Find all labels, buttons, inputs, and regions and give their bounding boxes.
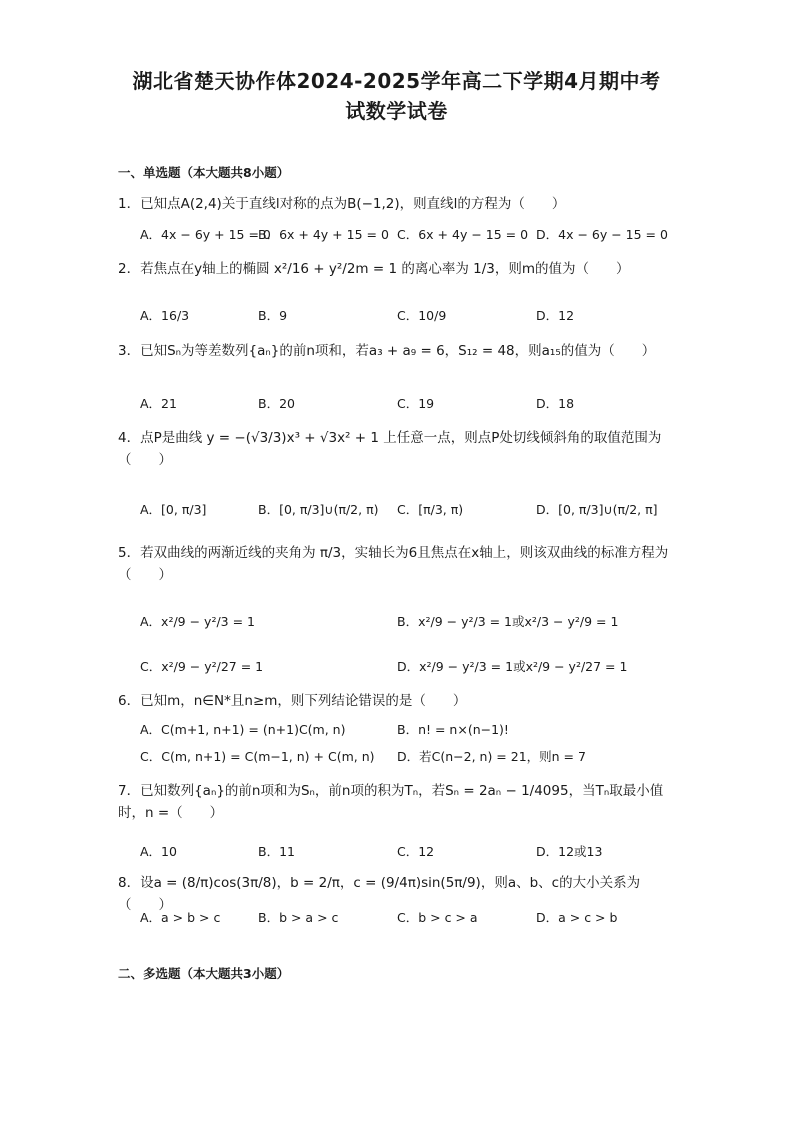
q2-option-b: B．9	[258, 308, 288, 323]
question-1: 1．已知点A(2,4)关于直线l对称的点为B(−1,2)，则直线l的方程为（ ）	[118, 196, 566, 212]
q3-option-c: C．19	[397, 396, 435, 411]
q3-option-d: D．18	[536, 396, 575, 411]
q3-option-b: B．20	[258, 396, 295, 411]
q8-option-b: B．b > a > c	[258, 910, 339, 925]
q6-option-d: D．若C(n−2, n) = 21，则n = 7	[397, 749, 586, 764]
section-multiple-choice: 二、多选题（本大题共3小题）	[118, 966, 290, 981]
q5-option-c: C．x²/9 − y²/27 = 1	[140, 659, 264, 674]
q5-option-b: B．x²/9 − y²/3 = 1或x²/3 − y²/9 = 1	[397, 614, 619, 629]
question-4: 4．点P是曲线 y = −(√3/3)x³ + √3x² + 1 上任意一点，则点P处切线倾斜角的取值范围为（ ）	[118, 430, 662, 468]
q6-option-b: B．n! = n×(n−1)!	[397, 722, 509, 737]
q4-option-b: B．[0, π/3]∪(π/2, π)	[258, 502, 379, 517]
section-single-choice: 一、单选题（本大题共8小题）	[118, 165, 290, 180]
exam-title-line1: 湖北省楚天协作体2024-2025学年高二下学期4月期中考	[132, 69, 661, 93]
q4-option-c: C．[π/3, π)	[397, 502, 464, 517]
q2-option-a: A．16/3	[140, 308, 190, 323]
q8-option-a: A．a > b > c	[140, 910, 221, 925]
q6-option-a: A．C(m+1, n+1) = (n+1)C(m, n)	[140, 722, 346, 737]
q5-option-a: A．x²/9 − y²/3 = 1	[140, 614, 255, 629]
q1-option-b: B．6x + 4y + 15 = 0	[258, 227, 389, 242]
q6-option-c: C．C(m, n+1) = C(m−1, n) + C(m, n)	[140, 749, 375, 764]
q3-option-a: A．21	[140, 396, 177, 411]
q2-option-c: C．10/9	[397, 308, 447, 323]
q1-option-d: D．4x − 6y − 15 = 0	[536, 227, 668, 242]
exam-title-line2: 试数学试卷	[345, 99, 448, 123]
q8-option-c: C．b > c > a	[397, 910, 478, 925]
q7-option-b: B．11	[258, 844, 295, 859]
question-7: 7．已知数列{aₙ}的前n项和为Sₙ，前n项的积为Tₙ，若Sₙ = 2aₙ − 1/4095，当Tₙ取最小值时，n =（ ）	[118, 783, 664, 821]
q1-option-c: C．6x + 4y − 15 = 0	[397, 227, 529, 242]
q4-option-d: D．[0, π/3]∪(π/2, π]	[536, 502, 658, 517]
question-3: 3．已知Sₙ为等差数列{aₙ}的前n项和，若a₃ + a₉ = 6，S₁₂ = 48，则a₁₅的值为（ ）	[118, 343, 656, 359]
q4-option-a: A．[0, π/3]	[140, 502, 207, 517]
q1-option-a: A．4x − 6y + 15 = 0	[140, 227, 271, 242]
question-2: 2．若焦点在y轴上的椭圆 x²/16 + y²/2m = 1 的离心率为 1/3，则m的值为（ ）	[118, 261, 630, 277]
question-8: 8．设a = (8/π)cos(3π/8)，b = 2/π，c = (9/4π)sin(5π/9)，则a、b、c的大小关系为（ ）	[118, 875, 641, 913]
q7-option-a: A．10	[140, 844, 177, 859]
q7-option-d: D．12或13	[536, 844, 603, 859]
q8-option-d: D．a > c > b	[536, 910, 618, 925]
question-5: 5．若双曲线的两渐近线的夹角为 π/3，实轴长为6且焦点在x轴上，则该双曲线的标准方程为（ ）	[118, 545, 669, 583]
question-6: 6．已知m，n∈N*且n≥m，则下列结论错误的是（ ）	[118, 693, 467, 709]
q2-option-d: D．12	[536, 308, 575, 323]
q7-option-c: C．12	[397, 844, 435, 859]
q5-option-d: D．x²/9 − y²/3 = 1或x²/9 − y²/27 = 1	[397, 659, 628, 674]
